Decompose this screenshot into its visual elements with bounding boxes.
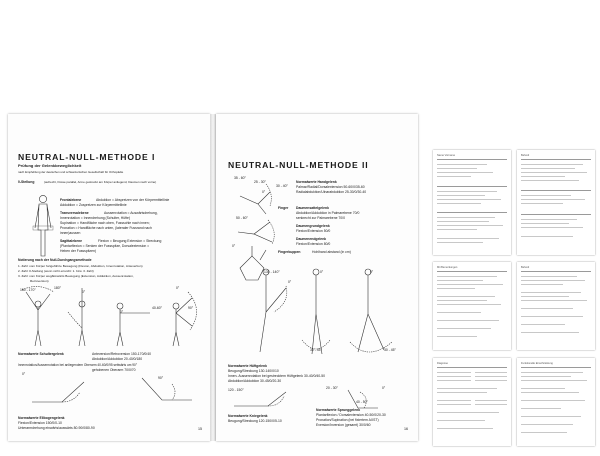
transversal-line-3: Pronation = Handfläche nach unten, (lateraler Fussrand nach: [60, 226, 152, 230]
angle-right-mid-1: 0°: [288, 280, 292, 284]
shoulder-line-1: Abduktion/Adduktion 20-40/0/180: [92, 357, 143, 361]
ankle-line-1: Pronation/Supination (bei fixiertem AXST): [316, 418, 379, 422]
transversal-line-2: Supination = Handfläche nach oben, Fusssohle nach innen;: [60, 221, 150, 225]
thumb-line-0: Abduktion/Adduktion in Palmarebene 70/0: [296, 211, 360, 215]
hand-line-1: Radialabduktion/Ulnarabduktion 25-30/0/30-40: [296, 190, 367, 194]
hip-line-0: Beugung/Streckung 130-140/0/10: [228, 369, 279, 373]
angle-right-top-2: 25 - 30°: [254, 180, 266, 184]
thumbnail-form-2: [517, 150, 595, 255]
angle-right-mid-4: 0°: [370, 270, 374, 274]
frontal-line-1: Adduktion = Zuspreizen zur Körpermittellinie: [60, 203, 127, 207]
left-page-title: NEUTRAL-NULL-METHODE I: [18, 152, 156, 162]
thumb-label: Daumensattelgelenk: [296, 206, 329, 210]
thumb6-title: Funktionelle Einschränkung: [521, 362, 553, 365]
ankle-line-0: Plantarflexion / Dorsalextension 40-50/0/20-30: [316, 413, 386, 417]
right-page: [216, 114, 418, 441]
angle-left-1: 180°: [54, 286, 62, 290]
thumb-base-label: Daumengrundgelenk: [296, 224, 330, 228]
angle-right-top-1: 0°: [262, 190, 266, 194]
elbow-label: Normalwerte Ellbogengelenk: [18, 416, 65, 420]
angle-right-low-2: 0°: [382, 386, 386, 390]
angle-right-mid-5: 30 - 45°: [384, 348, 396, 352]
shoulder-line-2: Innenrotation/Aussenrotation bei anliegendem Oberarm 40-60/0/95 seitwärts um 90°: [18, 363, 138, 367]
zero-text: (aufrecht, Füsse parallel, Arme gestreckt am Körper anliegend, Daumen nach vorne): [44, 180, 157, 184]
thumb3-title: Mit Bemerkungen: [437, 266, 458, 269]
thumb1-title: Name Vorname: [437, 154, 456, 157]
left-page-number: 15: [198, 427, 202, 431]
notation-item-3: Retroversion): [30, 279, 49, 283]
sagittal-line-1: (Plantarflexion = Senken der Fussspitze, Dorsalextension =: [60, 244, 150, 248]
hand-line-0: Palmar/Radial/Dorsalextension 50-60/0/35-60: [296, 185, 365, 189]
frontal-line-0: Abduktion = Abspreizen von der Körpermittellinie: [96, 198, 170, 202]
standing-figure: [30, 194, 56, 258]
transversal-line-4: innen)aussen: [60, 231, 81, 235]
left-subtitle: Prüfung der Gelenkbeweglichkeit: [18, 163, 82, 168]
thumbnail-form-5: [433, 358, 511, 446]
angle-right-top-5: 0°: [232, 244, 236, 248]
angle-right-mid-3: 30 - 45°: [310, 348, 322, 352]
angle-right-mid-2: 0°: [320, 270, 324, 274]
thumb-end-line-0: Flexion/Extension 80/0: [296, 242, 331, 246]
angle-right-low-1: 20 - 30°: [326, 386, 338, 390]
hip-label: Normalwerte Hüftgelenk: [228, 364, 268, 368]
hip-line-1: Innen- Aussenrotation bei gestrecktem Hüftgelenk 30-40/0/40-50: [228, 374, 326, 378]
thumb4-title: Befund: [521, 266, 530, 269]
elbow-line-1: Unterarmdrehung einwärts/auswärts 80-90/0/80-90: [18, 426, 95, 430]
right-page-title: NEUTRAL-NULL-METHODE II: [228, 160, 369, 170]
transversal-line-1: Innenrotation = Innendrehung (Schulter, Hüfte): [60, 216, 131, 220]
ankle-label: Normalwerte Sprunggelenk: [316, 408, 361, 412]
notation-item-2: 3. Zahl: vom Körper weg/Einwärts Bewegung (Extension, Adduktion, Aussenrotation,: [18, 274, 134, 278]
thumbnail-form-3: [433, 262, 511, 350]
thumbnail-form-1: [433, 150, 511, 255]
angle-left-5: 90°: [188, 306, 194, 310]
notation-item-1: 2. Zahl: 0-Stellung (wenn nicht erreicht: 1. bzw. 3. Zahl): [18, 269, 94, 273]
sagittal-line-0: Flexion = Beugung Extension = Streckung: [98, 239, 162, 243]
knee-label: Normalwerte Kniegelenk: [228, 414, 268, 418]
frontal-label: Frontalebene: [60, 198, 82, 202]
angle-right-low-3: 40 - 50°: [356, 400, 368, 404]
fingertip-text: Hohlhand abstand (in cm): [312, 250, 351, 254]
ankle-line-2: Eversion/Inversion (gesamt) 30/0/60: [316, 423, 371, 427]
notation-heading: Notierung nach der Null-Durchgangsmethode: [18, 258, 92, 262]
shoulder-line-0: Anteversion/Retroversion 150-170/0/40: [92, 352, 151, 356]
book-spread: [2, 108, 422, 448]
angle-right-top-4: 50 - 60°: [236, 216, 248, 220]
angle-right-top-3: 30 - 40°: [276, 184, 288, 188]
thumb-end-label: Daumenendgelenk: [296, 237, 327, 241]
left-page: [8, 114, 210, 441]
angle-left-3: 0°: [176, 286, 180, 290]
thumbnail-form-4: [517, 262, 595, 350]
thumbnail-form-6: [517, 358, 595, 446]
hand-label: Normalwerte Handgelenk: [296, 180, 337, 184]
angle-left-8: 90°: [158, 376, 164, 380]
elbow-figures: [22, 372, 202, 412]
sagittal-line-2: Heben der Fussspitzen): [60, 249, 96, 253]
shoulder-figures: [16, 286, 206, 348]
shoulder-line-3: gehobenen Oberarm 70/0/70: [92, 368, 136, 372]
fingertip-label: Fingerkuppen: [278, 250, 301, 254]
thumb-line-1: senkrecht zur Palmarebene 70/0: [296, 216, 346, 220]
angle-left-4: 40-60°: [152, 306, 163, 310]
angle-left-6: 0°: [120, 310, 124, 314]
transversal-label: Transversalebene: [60, 211, 89, 215]
notation-item-0: 1. Zahl: vom Körper fortgeführte Bewegung (Flexion, Abduktion, Innenrotation, Antevertion): [18, 264, 143, 268]
transversal-line-0: Aussenrotation = Auswärtsdrehung,: [104, 211, 158, 215]
angle-right-top-0: 35 - 60°: [234, 176, 246, 180]
thumb-base-line-0: Flexion/Extension 50/0: [296, 229, 331, 233]
angle-right-mid-0: 130 - 140°: [264, 270, 280, 274]
knee-line-0: Beugung/Streckung 120-150/0/5-10: [228, 419, 282, 423]
hip-figures: [246, 262, 406, 362]
angle-left-0: 150 - 170°: [20, 288, 36, 292]
finger-label: Finger: [278, 206, 289, 210]
hip-line-2: Abduktion/Adduktion 30-45/0/20-30: [228, 379, 282, 383]
angle-left-7: 0°: [22, 372, 26, 376]
sagittal-label: Sagittalebene: [60, 239, 83, 243]
angle-right-low-0: 120 - 150°: [228, 388, 244, 392]
form-thumbnails: [433, 150, 597, 446]
angle-left-2: 0°: [82, 290, 86, 294]
elbow-line-0: Flexion/Extension 150/0/0-10: [18, 421, 62, 425]
shoulder-label: Normalwerte Schultergelenk: [18, 352, 64, 356]
right-page-number: 16: [404, 427, 408, 431]
zero-label: 0-Stellung: [18, 180, 35, 184]
left-subtitle2: nach Empfehlung der deutschen und schweizerischen Gesellschaft für Orthopädie: [18, 170, 124, 174]
thumb2-title: Befund: [521, 154, 530, 157]
thumb5-title: Diagnose: [437, 362, 448, 365]
